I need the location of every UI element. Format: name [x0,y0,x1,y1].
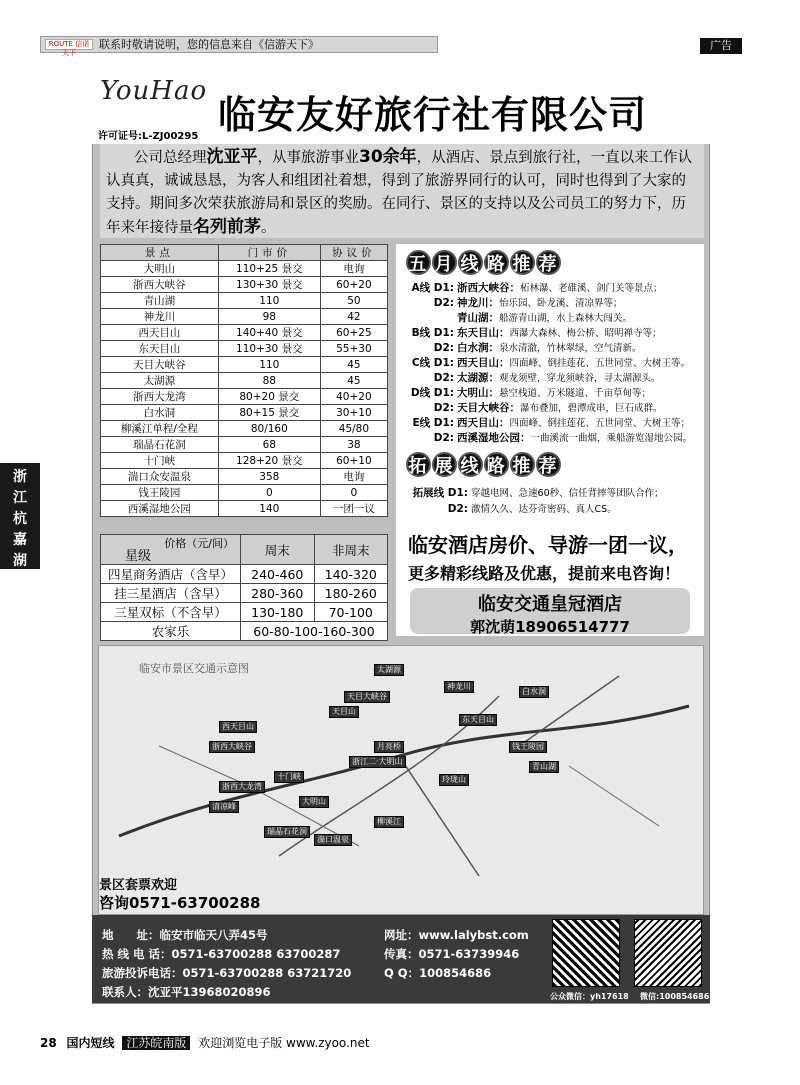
table-cell: 40+20 [320,389,387,405]
table-cell: 60+20 [320,277,387,293]
route-item [410,387,651,400]
route-item [410,297,623,310]
sidebar-char: 浙 [13,469,27,485]
table-cell: 42 [320,309,387,325]
scenic-price-table [100,244,388,517]
hotel-corner [101,535,241,565]
qq-label: Q Q： [384,966,420,980]
table-cell: 电询 [320,261,387,277]
table-cell: 十门峡 [101,453,219,469]
table-row [101,373,388,389]
qq-number: 100854686 [419,966,492,980]
map-consult: 咨询0571-63700288 [99,894,261,912]
ext-route-item [410,503,617,516]
route-place: 西天目山： [457,357,510,369]
qr-code-icon [552,919,620,987]
hotel-box [410,588,690,634]
route-code: A线 D1: [411,282,454,294]
table-cell: 50 [320,293,387,309]
banner-char: 拓 [406,452,431,477]
table-row [101,325,388,341]
qr-code-icon [634,919,702,987]
map-spot-label: 青山湖 [529,761,559,773]
table-cell: 280-360 [241,584,315,603]
banner-char: 路 [484,250,509,275]
table-cell: 西溪湿地公园 [101,501,219,517]
map-spot-label: 瑞晶石花洞 [264,826,310,838]
route-place: 天目大峡谷： [457,402,521,414]
col-retail: 门市价 [218,245,320,261]
traffic-map [98,645,704,915]
route-code: D2: [433,297,454,309]
sidebar-char: 杭 [13,511,27,527]
table-cell: 太湖源 [101,373,219,389]
route-desc: 瀑布叠加，碧潭成串，巨石成群。 [520,403,663,414]
route-desc: 观龙须壁，穿龙须峡谷，寻太湖源头。 [499,373,661,384]
table-row [101,565,388,584]
company-title: 临安友好旅行社有限公司 [218,93,648,137]
banner-char: 五 [406,250,431,275]
manager-name: 沈亚平 [206,147,258,167]
table-cell: 西天目山 [101,325,219,341]
map-spot-label: 西天目山 [219,721,257,733]
table-cell: 电询 [320,469,387,485]
hotel-contact: 郭沈萌18906514777 [470,618,630,636]
table-cell: 钱王陵园 [101,485,219,501]
route-place: 西天目山： [457,417,510,429]
table-row [101,421,388,437]
company-intro [100,144,704,238]
table-cell: 110 [218,357,320,373]
table-cell: 天目大峡谷 [101,357,219,373]
table-row [101,453,388,469]
map-spot-label: 十门峡 [274,771,304,783]
table-cell: 东天目山 [101,341,219,357]
table-cell: 0 [218,485,320,501]
map-spot-label: 浙西大龙湾 [219,781,265,793]
route-item [410,402,663,415]
route-item [410,417,690,430]
table-cell: 358 [218,469,320,485]
map-spot-label: 太湖源 [374,664,404,676]
brand-logo: YouHao [100,76,208,106]
route-desc: 穿越电网、急速60秒、信任背摔等团队合作； [471,488,664,499]
table-cell: 60+10 [320,453,387,469]
col-scenic: 景点 [101,245,219,261]
eedition-link[interactable]: 欢迎浏览电子版 www.zyoo.net [198,1036,370,1050]
table-row [101,469,388,485]
banner-char: 线 [458,452,483,477]
table-cell: 128+20 景交 [218,453,320,469]
banner-char: 荐 [536,452,561,477]
route-desc: 柘林瀑、老碓溪、剑门关等景点； [520,283,663,294]
table-row [101,501,388,517]
table-cell: 挂三星酒店（含早） [101,584,241,603]
top-source-bar [40,36,438,57]
table-cell: 140 [218,501,320,517]
region-sidebar [0,463,40,569]
may-banner [406,250,562,275]
table-cell: 110+25 景交 [218,261,320,277]
table-cell: 130+30 景交 [218,277,320,293]
magazine-logo: ROUTE 信诺天下 [45,39,93,50]
intro-text: 公司总经理 [134,150,207,166]
table-cell: 45 [320,373,387,389]
web-label: 网址： [384,928,419,942]
route-code: C线 D1: [411,357,454,369]
ext-banner [406,452,562,477]
table-row [101,277,388,293]
complaint-label: 旅游投诉电话： [102,966,183,980]
farm-label: 农家乐 [101,622,241,641]
map-spot-label: 浙江二·大明山 [349,756,406,768]
table-cell: 白水洞 [101,405,219,421]
route-item [410,342,642,355]
table-cell: 神龙川 [101,309,219,325]
route-place: 大明山： [457,387,500,399]
table-cell: 180-260 [314,584,388,603]
wechat-public: 公众微信：yh17618 [550,992,629,1001]
table-cell: 浙西大峡谷 [101,277,219,293]
table-cell: 青山湖 [101,293,219,309]
map-spot-label: 湍口温泉 [314,834,352,846]
route-code: D2: [433,432,454,444]
col-weekend: 周末 [241,535,315,565]
sidebar-char: 湖 [13,553,27,569]
website-link[interactable]: www.lalybst.com [418,928,529,942]
hotel-corner-top: 价格（元/间） [164,536,234,550]
rank-highlight: 名列前茅 [193,217,261,237]
table-row [101,584,388,603]
table-cell: 30+10 [320,405,387,421]
map-roads [99,646,705,916]
route-place: 太湖源： [457,372,500,384]
map-spot-label: 浙西大峡谷 [209,741,255,753]
route-desc: 泉水清澈，竹林翠绿，空气清新。 [499,343,642,354]
route-place: 东天目山： [457,327,510,339]
hotel-corner-bottom: 星级 [125,548,152,564]
route-item [410,357,690,370]
table-cell: 68 [218,437,320,453]
table-cell: 80+20 景交 [218,389,320,405]
table-cell: 浙西大龙湾 [101,389,219,405]
table-cell: 140+40 景交 [218,325,320,341]
edition-tag: 江苏皖南版 [122,1036,190,1050]
promo-line1: 临安酒店房价、导游一团一议， [408,533,688,557]
banner-char: 荐 [536,250,561,275]
route-desc: 四面峰、倒挂莲花、五世同堂、大树王等； [509,418,691,429]
table-cell: 一团一议 [320,501,387,517]
hotline-label: 热 线 电 话： [102,947,172,961]
table-cell: 瑞晶石花洞 [101,437,219,453]
page-footer [40,1034,370,1051]
route-desc: 一曲溪流一曲烟，乘船游览湿地公园。 [530,433,693,444]
table-cell: 38 [320,437,387,453]
table-row [101,405,388,421]
route-place: 神龙川： [457,297,500,309]
map-ticket: 景区套票欢迎 [99,878,178,893]
ext-route-item [410,487,664,500]
banner-char: 展 [432,452,457,477]
table-row [101,603,388,622]
route-code: D2: [433,402,454,414]
table-cell: 湍口众安温泉 [101,469,219,485]
banner-char: 推 [510,452,535,477]
map-spot-label: 柳溪江 [374,816,404,828]
table-cell: 55+30 [320,341,387,357]
table-cell: 110 [218,293,320,309]
table-cell: 三星双标（不含早） [101,603,241,622]
contact-person: 沈亚平13968020896 [148,985,271,999]
table-row [101,341,388,357]
intro-text: ，从酒店、景点到旅行社，一直以来工作认认真真，诚诚恳恳，为客人和组团社着想，得到了旅游界同行的认可，同时也得到了大家的支持。期间多次荣获旅游局和景区的奖励。在同行、景区的支持以及公司员工的努力下，历年来年接待量 [106,150,693,236]
col-weekday: 非周末 [314,535,388,565]
route-code: 拓展线 D1: [412,487,468,499]
map-spot-label: 月亮桥 [374,741,404,753]
map-spot-label: 清凉峰 [209,801,239,813]
map-spot-label: 天目山 [329,706,359,718]
route-panel [396,244,704,636]
route-desc: 西瀑大森林、梅公桥、昭明禅寺等； [509,328,662,339]
fax-label: 传真： [384,947,419,961]
address: 临安市临天八弄45号 [159,928,268,942]
hotel-name: 临安交通皇冠酒店 [478,594,622,615]
table-cell: 0 [320,485,387,501]
route-item [410,372,661,385]
table-cell: 45 [320,357,387,373]
intro-text: ，从事旅游事业 [257,150,359,166]
table-row [101,261,388,277]
source-note: 联系时敬请说明，您的信息来自《信游天下》 [99,38,319,51]
route-code: B线 D1: [411,327,454,339]
map-spot-label: 天目大峡谷 [344,691,390,703]
table-row [101,293,388,309]
sidebar-char: 江 [13,490,27,506]
route-item [410,432,692,445]
map-spot-label: 白水洞 [519,686,549,698]
addr-label: 地 址： [102,928,160,942]
map-spot-label: 大明山 [299,796,329,808]
table-row [101,389,388,405]
contact-footer [92,915,710,1003]
route-place: 西溪湿地公园： [457,432,531,444]
complaint-phone: 0571-63700288 63721720 [182,966,352,980]
route-item [410,282,663,295]
route-item [410,312,632,325]
table-cell: 60+25 [320,325,387,341]
wechat-id: 微信:100854686 [640,992,710,1001]
map-spot-label: 钱王陵园 [509,741,547,753]
table-cell: 110+30 景交 [218,341,320,357]
farm-value: 60-80-100-160-300 [241,622,388,641]
table-cell: 88 [218,373,320,389]
banner-char: 推 [510,250,535,275]
col-agreement: 协议价 [320,245,387,261]
route-code: D线 D1: [410,387,454,399]
table-cell: 98 [218,309,320,325]
table-cell: 柳溪江单程/全程 [101,421,219,437]
route-desc: 悬空栈道、万米隧道、千亩草甸等； [499,388,652,399]
table-cell: 240-460 [241,565,315,584]
banner-char: 路 [484,452,509,477]
map-title: 临安市景区交通示意图 [139,662,249,675]
route-item [410,327,662,340]
route-desc: 船游青山湖，水上森林大闯关。 [499,313,633,324]
route-desc: 激情久久、达芬奇密码、真人CS。 [471,504,617,515]
banner-char: 月 [432,250,457,275]
map-spot-label: 玲珑山 [439,774,469,786]
table-cell: 70-100 [314,603,388,622]
table-row [101,357,388,373]
route-code: D2: [447,503,468,515]
route-desc: 怡乐园、卧龙溪、清凉界等； [499,298,623,309]
table-cell: 130-180 [241,603,315,622]
route-place: 浙西大峡谷： [457,282,521,294]
table-cell: 45/80 [320,421,387,437]
route-code: D2: [433,372,454,384]
table-cell: 80/160 [218,421,320,437]
route-place: 青山湖： [457,312,500,324]
route-place: 白水涧： [457,342,500,354]
table-row [101,309,388,325]
table-cell: 四星商务酒店（含早） [101,565,241,584]
table-row [101,485,388,501]
intro-text: 。 [261,220,276,236]
fax: 0571-63739946 [418,947,520,961]
map-spot-label: 神龙川 [444,681,474,693]
table-cell: 大明山 [101,261,219,277]
map-spot-label: 东天目山 [459,714,497,726]
route-desc: 四面峰、倒挂莲花、五世同堂、大树王等。 [509,358,691,369]
contact-label: 联系人： [102,985,148,999]
hotline: 0571-63700288 63700287 [171,947,341,961]
page-number: 28 [40,1036,57,1050]
banner-char: 线 [458,250,483,275]
table-row [101,437,388,453]
ad-tag: 广告 [700,38,742,54]
license-number: 许可证号:L-ZJ00295 [98,131,199,142]
table-cell: 80+15 景交 [218,405,320,421]
route-code: D2: [433,342,454,354]
promo-line2: 更多精彩线路及优惠，提前来电咨询！ [408,564,681,583]
sidebar-char: 嘉 [13,532,27,548]
table-cell: 140-320 [314,565,388,584]
section-name: 国内短线 [66,1036,115,1050]
hotel-price-table [100,534,388,641]
years-highlight: 30余年 [359,147,417,167]
route-code: E线 D1: [412,417,454,429]
